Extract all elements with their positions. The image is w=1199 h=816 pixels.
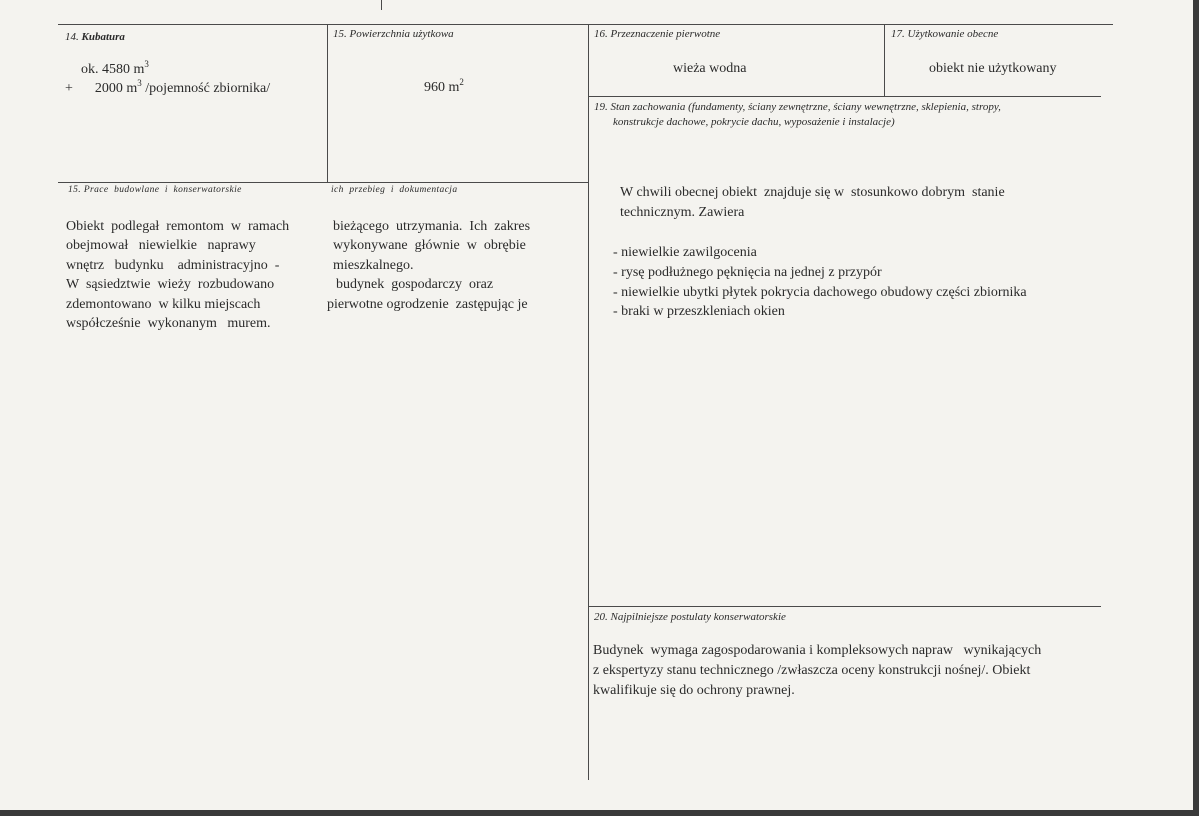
center-vertical-line	[588, 24, 589, 780]
przeznaczenie-value: wieża wodna	[673, 61, 747, 76]
postulaty-label: 20. Najpilniejsze postulaty konserwatorskie	[594, 611, 786, 623]
stan-label: 19. Stan zachowania (fundamenty, ściany zewnętrzne, ściany wewnętrzne, sklepienia, stropy,	[594, 101, 1001, 113]
prace-left-line: zdemontowano w kilku miejscach	[66, 297, 261, 312]
top-tick-line	[381, 0, 382, 10]
prace-left-line: obejmował niewielkie naprawy	[66, 238, 256, 253]
stan-intro-2: technicznym. Zawiera	[620, 205, 745, 220]
stan-item: - niewielkie ubytki płytek pokrycia dachowego obudowy części zbiornika	[613, 285, 1027, 300]
prace-label: 15. Prace budowlane i konserwatorskie	[68, 185, 242, 195]
divider-14-15	[327, 24, 328, 182]
powierzchnia-label: 15. Powierzchnia użytkowa	[333, 28, 454, 40]
prace-right-line: bieżącego utrzymania. Ich zakres	[333, 219, 531, 234]
stan-item: - braki w przeszkleniach okien	[613, 304, 785, 319]
prace-left-line: wnętrz budynku administracyjno -	[66, 258, 280, 273]
uzytkowanie-label: 17. Użytkowanie obecne	[891, 28, 999, 40]
divider-16-17	[884, 24, 885, 96]
prace-right-line: budynek gospodarczy oraz	[336, 277, 494, 292]
uzytkowanie-value: obiekt nie użytkowany	[929, 61, 1057, 76]
line-under-16-17	[588, 96, 1101, 97]
page-edge-bottom	[0, 810, 1199, 816]
prace-left-line: W sąsiedztwie wieży rozbudowano	[66, 277, 275, 292]
kubatura-label: 14. Kubatura	[65, 31, 125, 43]
prace-label-right: ich przebieg i dokumentacja	[331, 185, 458, 195]
stan-label-cont: konstrukcje dachowe, pokrycie dachu, wyposażenie i instalacje)	[613, 116, 895, 128]
kubatura-value-1: ok. 4580 $m^3$	[81, 59, 149, 77]
postulaty-line: kwalifikuje się do ochrony prawnej.	[593, 683, 795, 698]
prace-left-line: współcześnie wykonanym murem.	[66, 316, 271, 331]
page-edge-right	[1193, 0, 1199, 816]
line-under-14-15	[58, 182, 588, 183]
prace-left-line: Obiekt podlegał remontom w ramach	[66, 219, 290, 234]
line-above-20	[588, 606, 1101, 607]
przeznaczenie-label: 16. Przeznaczenie pierwotne	[594, 28, 721, 40]
top-horizontal-line	[58, 24, 1113, 25]
prace-right-line: wykonywane głównie w obrębie	[333, 238, 526, 253]
postulaty-line: z ekspertyzy stanu technicznego /zwłaszcza oceny konstrukcji nośnej/. Obiekt	[593, 663, 1031, 678]
prace-right-line: mieszkalnego.	[333, 258, 414, 273]
powierzchnia-value: 960 $m^2$	[424, 77, 464, 95]
stan-intro-1: W chwili obecnej obiekt znajduje się w stosunkowo dobrym stanie	[620, 185, 1005, 200]
kubatura-value-2: + 2000 $m^3$ /pojemność zbiornika/	[65, 78, 271, 96]
prace-right-line: pierwotne ogrodzenie zastępując je	[327, 297, 528, 312]
stan-item: - niewielkie zawilgocenia	[613, 245, 757, 260]
stan-item: - rysę podłużnego pęknięcia na jednej z przypór	[613, 265, 882, 280]
postulaty-line: Budynek wymaga zagospodarowania i kompleksowych napraw wynikających	[593, 643, 1042, 658]
